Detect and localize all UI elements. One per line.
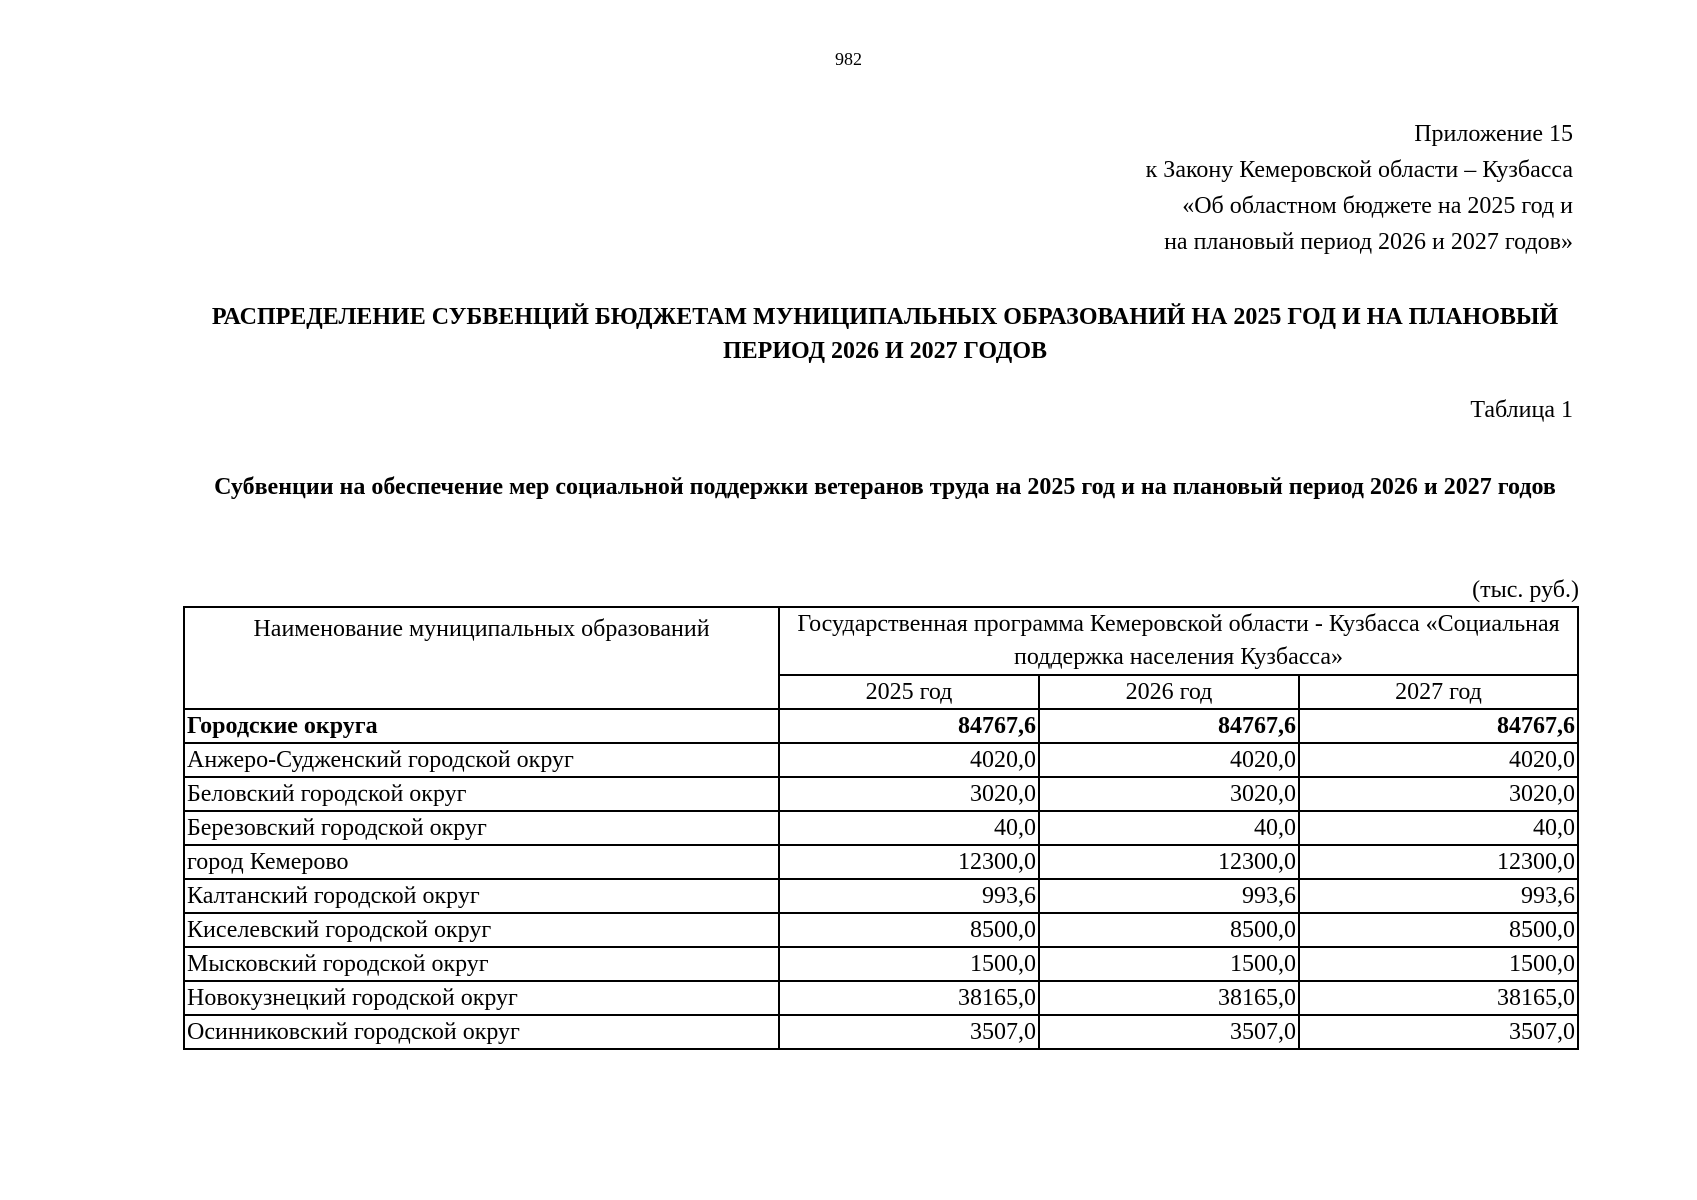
municipality-name-cell: Березовский городской округ [184,811,779,845]
table-row [184,845,1578,879]
page-number: 982 [835,49,862,69]
appendix-line: Приложение 15 [1414,121,1573,147]
value-2027-cell: 8500,0 [1299,913,1578,947]
appendix-line: «Об областном бюджете на 2025 год и [1182,193,1573,219]
value-2026-cell: 1500,0 [1039,947,1299,981]
municipality-name-cell: Городские округа [184,709,779,743]
value-2025-cell: 12300,0 [779,845,1039,879]
municipality-name-cell: Новокузнецкий городской округ [184,981,779,1015]
value-2025-cell: 3507,0 [779,1015,1039,1049]
value-2027-cell: 3507,0 [1299,1015,1578,1049]
value-2026-cell: 38165,0 [1039,981,1299,1015]
value-2026-cell: 12300,0 [1039,845,1299,879]
value-2025-cell: 8500,0 [779,913,1039,947]
value-2026-cell: 84767,6 [1039,709,1299,743]
header-year-2027: 2027 год [1299,675,1578,709]
appendix-reference [1146,116,1573,260]
table-row [184,947,1578,981]
value-2026-cell: 993,6 [1039,879,1299,913]
value-2027-cell: 3020,0 [1299,777,1578,811]
value-2027-cell: 40,0 [1299,811,1578,845]
municipality-name-cell: Мысковский городской округ [184,947,779,981]
table-row [184,811,1578,845]
value-2026-cell: 3020,0 [1039,777,1299,811]
table-row [184,981,1578,1015]
municipality-name-cell: Анжеро-Судженский городской округ [184,743,779,777]
table-row [184,777,1578,811]
table-label: Таблица 1 [1470,397,1573,423]
value-2027-cell: 1500,0 [1299,947,1578,981]
table-row [184,743,1578,777]
table-header-row [184,607,1578,675]
value-2026-cell: 3507,0 [1039,1015,1299,1049]
value-2027-cell: 84767,6 [1299,709,1578,743]
value-2026-cell: 4020,0 [1039,743,1299,777]
value-2025-cell: 38165,0 [779,981,1039,1015]
table-row [184,879,1578,913]
value-2025-cell: 1500,0 [779,947,1039,981]
value-2025-cell: 4020,0 [779,743,1039,777]
table-title: Субвенции на обеспечение мер социальной поддержки ветеранов труда на 2025 год и на плановый период 2026 и 2027 годов [214,474,1556,500]
header-municipality: Наименование муниципальных образований [184,607,779,709]
header-year-2026: 2026 год [1039,675,1299,709]
table-body [184,709,1578,1049]
municipality-name-cell: Осинниковский городской округ [184,1015,779,1049]
table-row [184,913,1578,947]
header-program: Государственная программа Кемеровской области - Кузбасса «Социальная поддержка населения Кузбасса» [779,607,1578,675]
table-row [184,709,1578,743]
value-2025-cell: 40,0 [779,811,1039,845]
value-2027-cell: 38165,0 [1299,981,1578,1015]
value-2026-cell: 40,0 [1039,811,1299,845]
value-2027-cell: 993,6 [1299,879,1578,913]
value-2025-cell: 3020,0 [779,777,1039,811]
subventions-table [183,606,1579,1050]
value-2026-cell: 8500,0 [1039,913,1299,947]
appendix-line: на плановый период 2026 и 2027 годов» [1164,229,1573,255]
appendix-line: к Закону Кемеровской области – Кузбасса [1145,157,1573,183]
value-2025-cell: 84767,6 [779,709,1039,743]
municipality-name-cell: город Кемерово [184,845,779,879]
value-2025-cell: 993,6 [779,879,1039,913]
table-row [184,1015,1578,1049]
value-2027-cell: 12300,0 [1299,845,1578,879]
value-2027-cell: 4020,0 [1299,743,1578,777]
document-title: РАСПРЕДЕЛЕНИЕ СУБВЕНЦИЙ БЮДЖЕТАМ МУНИЦИПАЛЬНЫХ ОБРАЗОВАНИЙ НА 2025 ГОД И НА ПЛАНОВЫЙ ПЕРИОД 2026 И 2027 ГОДОВ [211,304,1559,364]
municipality-name-cell: Беловский городской округ [184,777,779,811]
header-year-2025: 2025 год [779,675,1039,709]
units-label: (тыс. руб.) [1472,577,1579,603]
municipality-name-cell: Калтанский городской округ [184,879,779,913]
municipality-name-cell: Киселевский городской округ [184,913,779,947]
